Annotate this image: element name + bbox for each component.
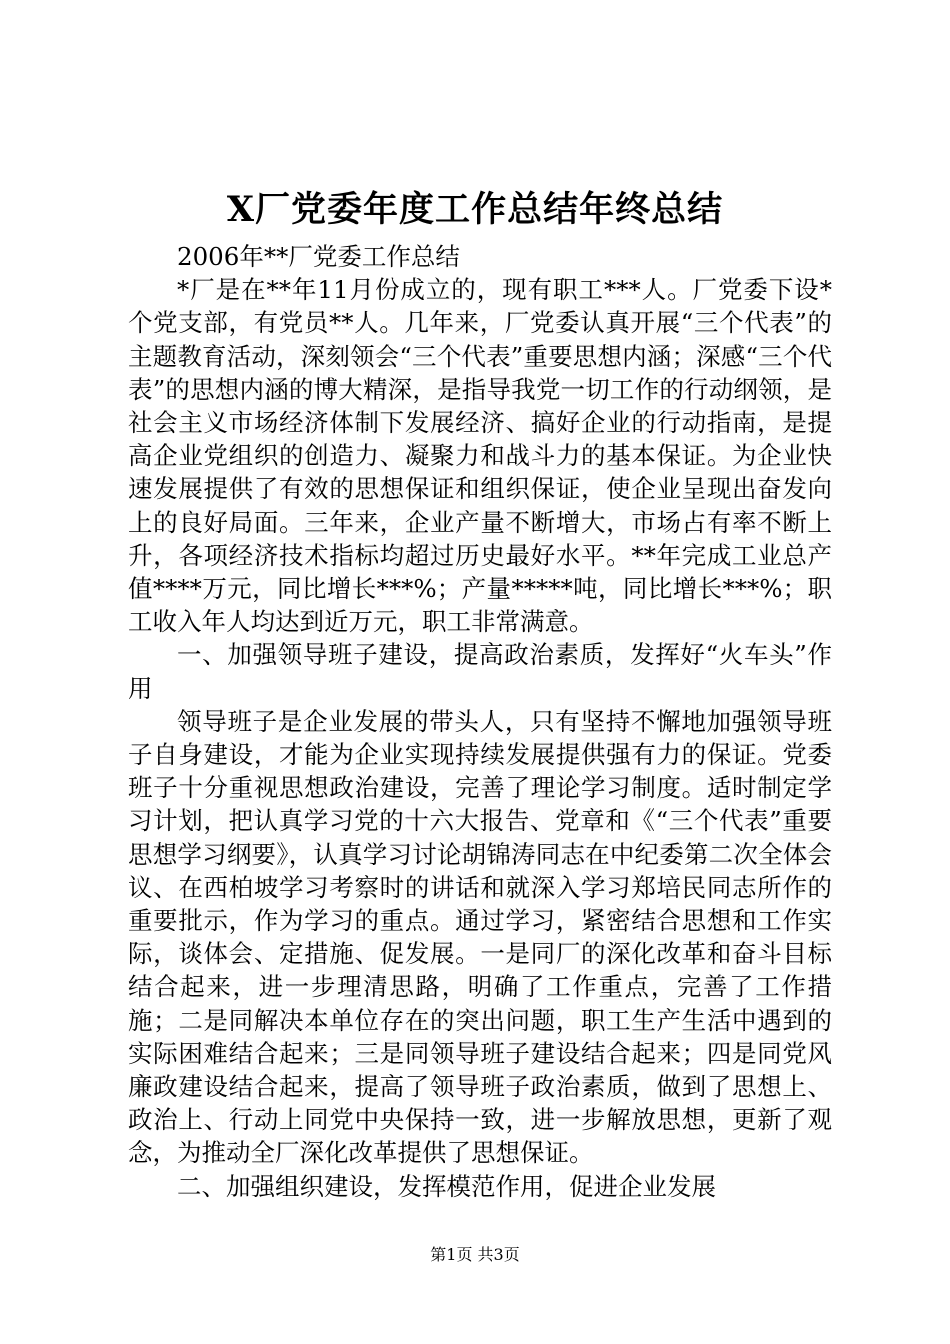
paragraph-section-1: 领导班子是企业发展的带头人，只有坚持不懈地加强领导班子自身建设，才能为企业实现持续发展提供强有力的保证。党委班子十分重视思想政治建设，完善了理论学习制度。适时制定学习计划，把认真学习党的十六大报告、党章和《“三个代表”重要思想学习纲要》，认真学习讨论胡锦涛同志在中纪委第二次全体会议、在西柏坡学习考察时的讲话和就深入学习郑培民同志所作的重要批示，作为学习的重点。通过学习，紧密结合思想和工作实际，谈体会、定措施、促发展。一是同厂的深化改革和奋斗目标结合起来，进一步理清思路，明确了工作重点，完善了工作措施；二是同解决本单位存在的突出问题，职工生产生活中遇到的实际困难结合起来；三是同领导班子建设结合起来；四是同党风廉政建设结合起来，提高了领导班子政治素质，做到了思想上、政治上、行动上同党中央保持一致，进一步解放思想，更新了观念，为推动全厂深化改革提供了思想保证。 bbox=[128, 706, 832, 1168]
paragraph-subtitle: 2006年**厂党委工作总结 bbox=[177, 242, 460, 271]
document-title: X厂党委年度工作总结年终总结 bbox=[226, 189, 724, 230]
section-heading-1: 一、加强领导班子建设，提高政治素质，发挥好“火车头”作用 bbox=[128, 640, 832, 703]
document-body bbox=[128, 240, 832, 1203]
page-footer: 第1页 共3页 bbox=[430, 1245, 520, 1264]
section-heading-2: 二、加强组织建设，发挥模范作用，促进企业发展 bbox=[177, 1171, 716, 1201]
paragraph-intro: *厂是在**年11月份成立的，现有职工***人。厂党委下设*个党支部，有党员**人。几年来，厂党委认真开展“三个代表”的主题教育活动，深刻领会“三个代表”重要思想内涵；深感“三个代表”的思想内涵的博大精深，是指导我党一切工作的行动纲领，是社会主义市场经济体制下发展经济、搞好企业的行动指南，是提高企业党组织的创造力、凝聚力和战斗力的基本保证。为企业快速发展提供了有效的思想保证和组织保证，使企业呈现出奋发向上的良好局面。三年来，企业产量不断增大，市场占有率不断上升，各项经济技术指标均超过历史最好水平。**年完成工业总产值****万元，同比增长***%；产量*****吨，同比增长***%；职工收入年人均达到近万元，职工非常满意。 bbox=[128, 275, 832, 637]
